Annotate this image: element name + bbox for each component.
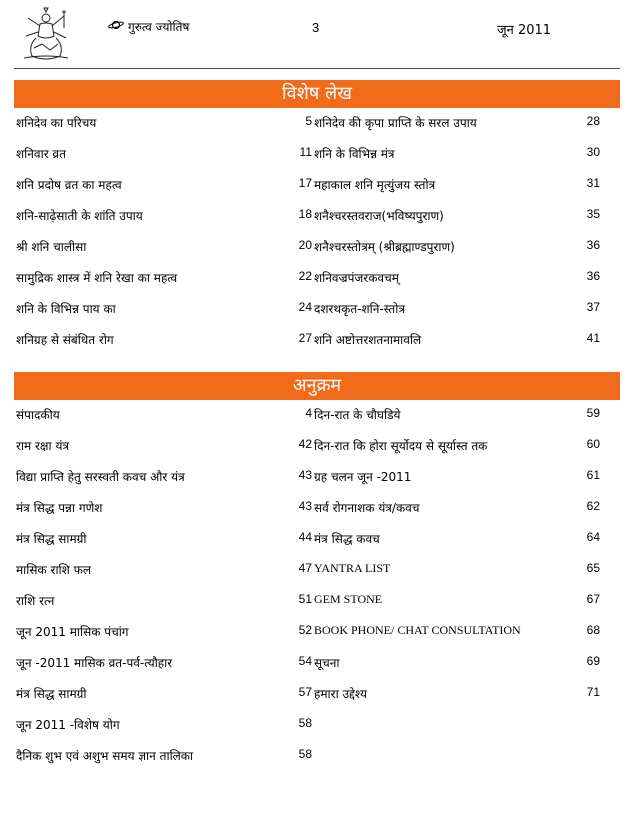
toc-entry-page: 58 <box>298 716 312 730</box>
toc-entry-title: दशरथकृत-शनि-स्तोत्र <box>314 302 405 316</box>
toc-entry-title: राशि रत्न <box>16 594 55 608</box>
toc-entry-page: 58 <box>298 747 312 761</box>
toc-entry-page: 20 <box>298 238 312 252</box>
toc-entry-page: 65 <box>586 561 600 575</box>
toc-row <box>14 741 620 772</box>
toc-entry-title: मंत्र सिद्ध कवच <box>314 532 380 546</box>
toc-row <box>14 294 620 325</box>
toc-entry-page: 22 <box>298 269 312 283</box>
toc-entry-page: 44 <box>298 530 312 544</box>
toc-entry-page: 68 <box>586 623 600 637</box>
toc-entry-title: श्री शनि चालीसा <box>16 240 87 254</box>
toc-entry-page: 36 <box>586 238 600 252</box>
toc-entry-title: जून 2011 -विशेष योग <box>16 718 120 732</box>
toc-row <box>14 710 620 741</box>
toc-row <box>14 648 620 679</box>
toc-row <box>14 139 620 170</box>
toc-entry-page: 71 <box>586 685 600 699</box>
toc-entry-page: 54 <box>298 654 312 668</box>
toc-entry-title: शनिदेव की कृपा प्राप्ति के सरल उपाय <box>314 116 477 130</box>
toc-entry-title: शनि-साढ़ेसाती के शांति उपाय <box>16 209 143 223</box>
toc-row <box>14 108 620 139</box>
toc-entry-page: 62 <box>586 499 600 513</box>
toc-entry-page: 35 <box>586 207 600 221</box>
page-header <box>0 0 638 70</box>
toc-entry-page: 27 <box>298 331 312 345</box>
toc-entry-title: शनैश्चरस्तोत्रम् (श्रीब्रह्माण्डपुराण) <box>314 240 455 254</box>
toc-entry-page: 18 <box>298 207 312 221</box>
toc-entry-title: जून -2011 मासिक व्रत-पर्व-त्यौहार <box>16 656 173 670</box>
toc-row <box>14 201 620 232</box>
toc-entry-page: 52 <box>298 623 312 637</box>
toc-entry-page: 28 <box>586 114 600 128</box>
toc-entry-page: 64 <box>586 530 600 544</box>
toc-entry-page: 11 <box>299 145 312 159</box>
toc-entry-title: विद्या प्राप्ति हेतु सरस्वती कवच और यंत्र <box>16 470 185 484</box>
toc-entry-page: 31 <box>586 176 600 190</box>
toc-entry-title: राम रक्षा यंत्र <box>16 439 70 453</box>
toc-entry-page: 59 <box>586 406 600 420</box>
toc-entry-page: 69 <box>586 654 600 668</box>
toc-entry-title: YANTRA LIST <box>314 561 391 575</box>
toc-row <box>14 524 620 555</box>
toc-entry-title: शनिवज्रपंजरकवचम् <box>314 271 399 285</box>
toc-entry-title: ग्रह चलन जून -2011 <box>314 470 412 484</box>
page-number: 3 <box>312 20 320 35</box>
toc-entry-title: शनि के विभिन्न मंत्र <box>314 147 395 161</box>
toc-entry-page: 47 <box>298 561 312 575</box>
special-articles-section <box>14 80 620 356</box>
toc-entry-page: 24 <box>298 300 312 314</box>
toc-row <box>14 232 620 263</box>
section-title: अनुक्रम <box>14 372 620 400</box>
toc-row <box>14 400 620 431</box>
toc-row <box>14 617 620 648</box>
deity-illustration-icon <box>18 6 74 64</box>
toc-entry-title: शनि अष्टोत्तरशतनामावलि <box>314 333 422 347</box>
toc-row <box>14 555 620 586</box>
toc-entry-page: 4 <box>305 406 312 420</box>
toc-entry-title: शनैश्चरस्तवराज(भविष्यपुराण) <box>314 209 444 223</box>
brand-text: गुरुत्व ज्योतिष <box>128 20 190 34</box>
toc-entry-title: महाकाल शनि मृत्युंजय स्तोत्र <box>314 178 436 192</box>
toc-entry-title: शनिग्रह से संबंधित रोग <box>16 333 114 347</box>
toc-row <box>14 493 620 524</box>
toc-entry-page: 67 <box>586 592 600 606</box>
toc-entry-title: GEM STONE <box>314 592 383 606</box>
toc-row <box>14 431 620 462</box>
toc-entry-page: 30 <box>586 145 600 159</box>
toc-entry-title: मंत्र सिद्ध पन्ना गणेश <box>16 501 103 515</box>
saturn-icon <box>108 19 124 35</box>
toc-entry-page: 37 <box>586 300 600 314</box>
toc-entry-title: संपादकीय <box>16 408 60 422</box>
toc-entry-title: जून 2011 मासिक पंचांग <box>16 625 129 639</box>
toc-entry-title: हमारा उद्देश्य <box>314 687 367 701</box>
toc-entry-title: मंत्र सिद्ध सामग्री <box>16 687 87 701</box>
header-divider <box>14 68 620 69</box>
toc-entry-page: 57 <box>298 685 312 699</box>
toc-entry-page: 5 <box>305 114 312 128</box>
toc-entry-page: 43 <box>298 468 312 482</box>
toc-entry-title: सामुद्रिक शास्त्र में शनि रेखा का महत्व <box>16 271 178 285</box>
toc-entry-title: शनि के विभिन्न पाय का <box>16 302 116 316</box>
toc-row <box>14 325 620 356</box>
issue-date: जून 2011 <box>497 23 552 38</box>
toc-entry-title: मासिक राशि फल <box>16 563 92 577</box>
toc-entry-page: 60 <box>586 437 600 451</box>
toc-row <box>14 679 620 710</box>
toc-entry-title: BOOK PHONE/ CHAT CONSULTATION <box>314 623 521 637</box>
brand-title <box>108 18 189 35</box>
toc-entry-page: 61 <box>586 468 600 482</box>
toc-entry-title: दैनिक शुभ एवं अशुभ समय ज्ञान तालिका <box>16 749 194 763</box>
toc-entry-title: शनिवार व्रत <box>16 147 66 161</box>
toc-entry-page: 51 <box>298 592 312 606</box>
toc-entry-title: सर्व रोगनाशक यंत्र/कवच <box>314 501 420 515</box>
toc-entry-page: 36 <box>586 269 600 283</box>
toc-row <box>14 462 620 493</box>
toc-entry-title: दिन-रात कि होरा सूर्योदय से सूर्यास्त तक <box>314 439 488 453</box>
toc-entry-page: 43 <box>298 499 312 513</box>
toc-row <box>14 263 620 294</box>
toc-entry-title: शनि प्रदोष व्रत का महत्व <box>16 178 122 192</box>
toc-entry-page: 41 <box>586 331 600 345</box>
section-title: विशेष लेख <box>14 80 620 108</box>
toc-entry-page: 42 <box>298 437 312 451</box>
toc-entry-title: शनिदेव का परिचय <box>16 116 97 130</box>
toc-entry-title: मंत्र सिद्ध सामग्री <box>16 532 87 546</box>
toc-entry-title: सूचना <box>314 656 340 670</box>
index-section <box>14 372 620 772</box>
toc-row <box>14 586 620 617</box>
toc-row <box>14 170 620 201</box>
toc-entry-page: 17 <box>298 176 312 190</box>
toc-entry-title: दिन-रात के चौघडिये <box>314 408 401 422</box>
